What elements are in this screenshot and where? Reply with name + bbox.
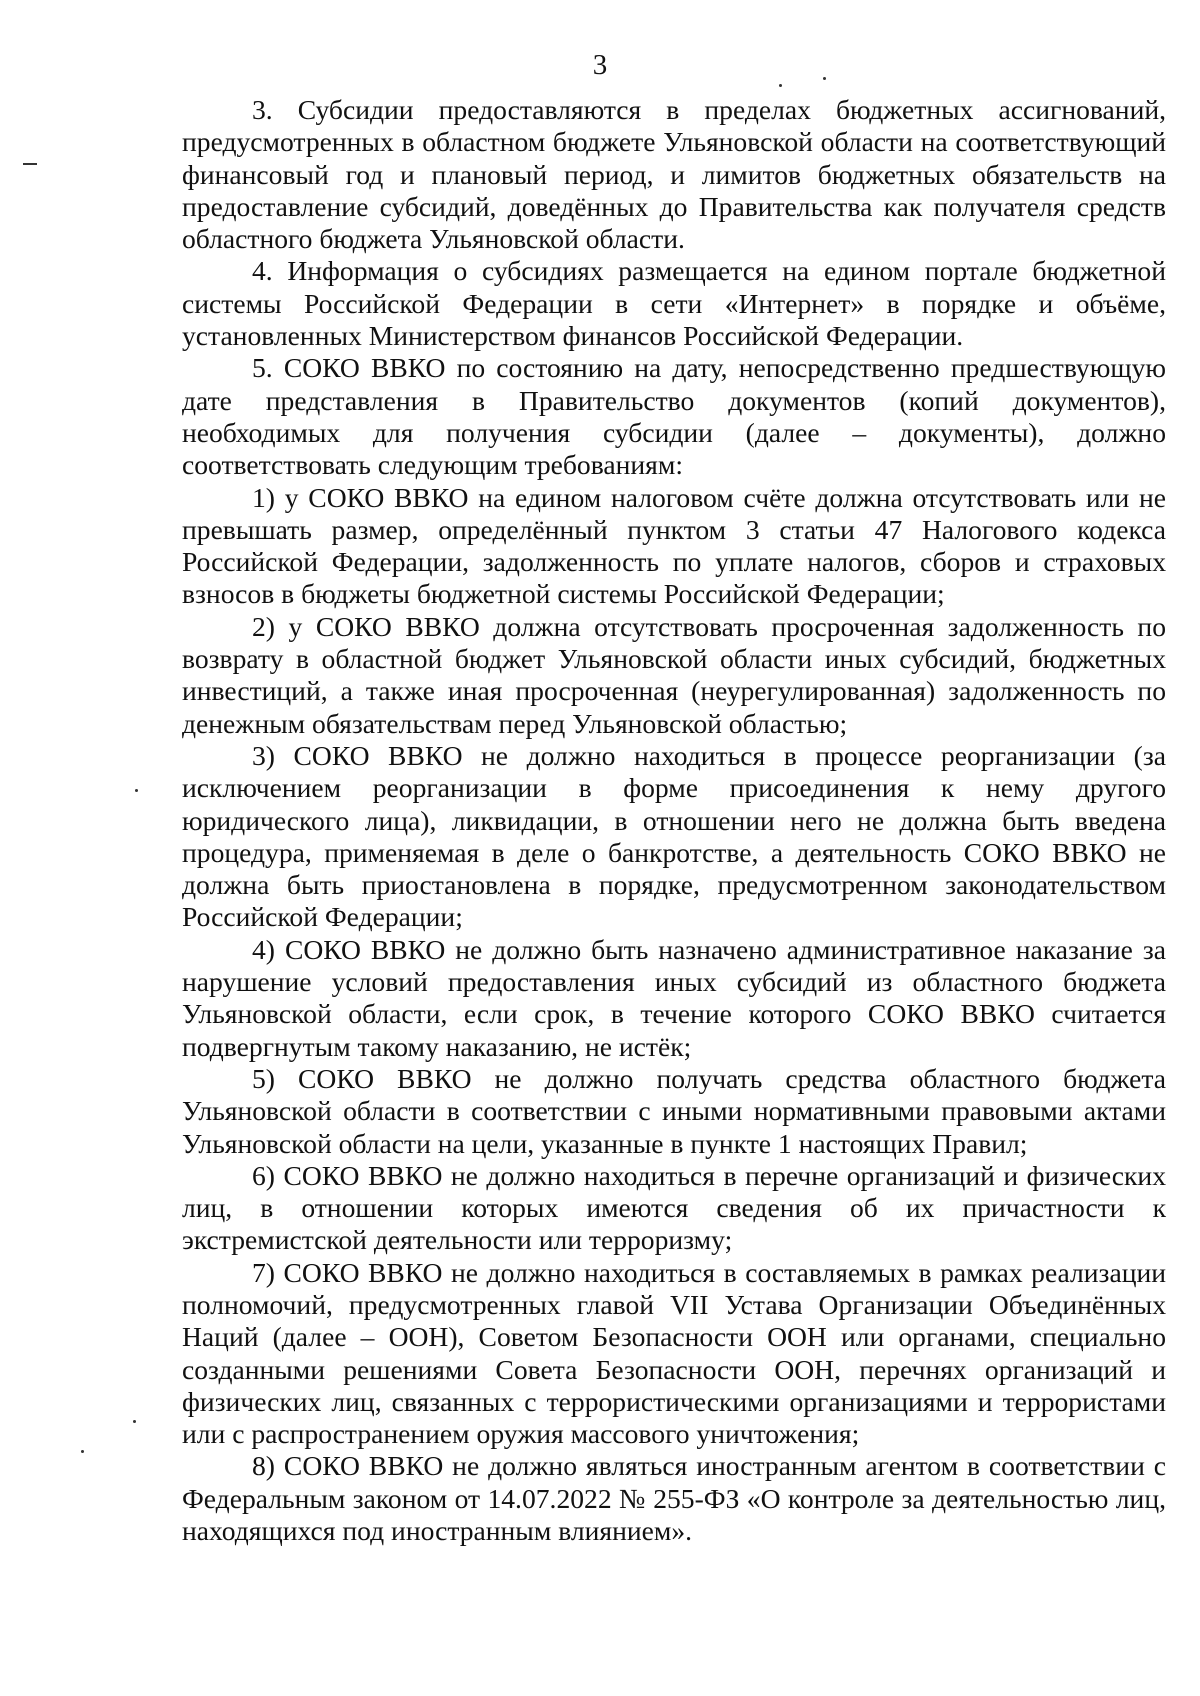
paragraph-requirements-intro: 5. СОКО ВВКО по состоянию на дату, непосредственно предшествующую дате представления в Правительство документов (копий документов), необходимых для получения субсидии (далее – документы), должно соответствовать следующим требованиям: <box>182 352 1166 481</box>
requirement-item-3: 3) СОКО ВВКО не должно находиться в процессе реорганизации (за исключением реорганизации в форме присоединения к нему другого юридического лица), ликвидации, в отношении него не должна быть введена процедура, применяемая в деле о банкротстве, а деятельность СОКО ВВКО не должна быть приостановлена в порядке, предусмотренном законодательством Российской Федерации; <box>182 739 1166 933</box>
paragraph-subsidy-information: 4. Информация о субсидиях размещается на едином портале бюджетной системы Российской Федерации в сети «Интернет» в порядке и объёме, установленных Министерством финансов Российской Федерации. <box>182 255 1166 352</box>
requirement-item-2: 2) у СОКО ВВКО должна отсутствовать просроченная задолженность по возврату в областной бюджет Ульяновской области иных субсидий, бюджетных инвестиций, а также иная просроченная (неурегулированная) задолженность по денежным обязательствам перед Ульяновской областью; <box>182 610 1166 739</box>
scan-mark <box>23 163 37 165</box>
requirement-item-1: 1) у СОКО ВВКО на едином налоговом счёте должна отсутствовать или не превышать размер, определённый пунктом 3 статьи 47 Налогового кодекса Российской Федерации, задолженность по уплате налогов, сборов и страховых взносов в бюджеты бюджетной системы Российской Федерации; <box>182 481 1166 610</box>
requirement-item-6: 6) СОКО ВВКО не должно находиться в перечне организаций и физических лиц, в отношении которых имеются сведения об их причастности к экстремистской деятельности или терроризму; <box>182 1159 1166 1256</box>
document-body <box>182 94 1166 1547</box>
requirement-item-8: 8) СОКО ВВКО не должно являться иностранным агентом в соответствии с Федеральным законом от 14.07.2022 № 255-ФЗ «О контроле за деятельностью лиц, находящихся под иностранным влиянием». <box>182 1450 1166 1547</box>
scan-dot <box>779 84 782 87</box>
scan-dot <box>135 789 138 792</box>
scan-dot <box>81 1450 84 1453</box>
scan-dot <box>823 77 826 80</box>
requirement-item-7: 7) СОКО ВВКО не должно находиться в составляемых в рамках реализации полномочий, предусмотренных главой VII Устава Организации Объединённых Наций (далее – ООН), Советом Безопасности ООН или органами, специально созданными решениями Совета Безопасности ООН, перечнях организаций и физических лиц, связанных с террористическими организациями и террористами или с распространением оружия массового уничтожения; <box>182 1256 1166 1450</box>
requirement-item-4: 4) СОКО ВВКО не должно быть назначено административное наказание за нарушение условий предоставления иных субсидий из областного бюджета Ульяновской области, если срок, в течение которого СОКО ВВКО считается подвергнутым такому наказанию, не истёк; <box>182 933 1166 1062</box>
page-number: 3 <box>592 49 608 81</box>
paragraph-subsidy-limits: 3. Субсидии предоставляются в пределах бюджетных ассигнований, предусмотренных в областном бюджете Ульяновской области на соответствующий финансовый год и плановый период, и лимитов бюджетных обязательств на предоставление субсидий, доведённых до Правительства как получателя средств областного бюджета Ульяновской области. <box>182 94 1166 255</box>
scan-dot <box>133 1420 136 1423</box>
requirement-item-5: 5) СОКО ВВКО не должно получать средства областного бюджета Ульяновской области в соответствии с иными нормативными правовыми актами Ульяновской области на цели, указанные в пункте 1 настоящих Правил; <box>182 1062 1166 1159</box>
